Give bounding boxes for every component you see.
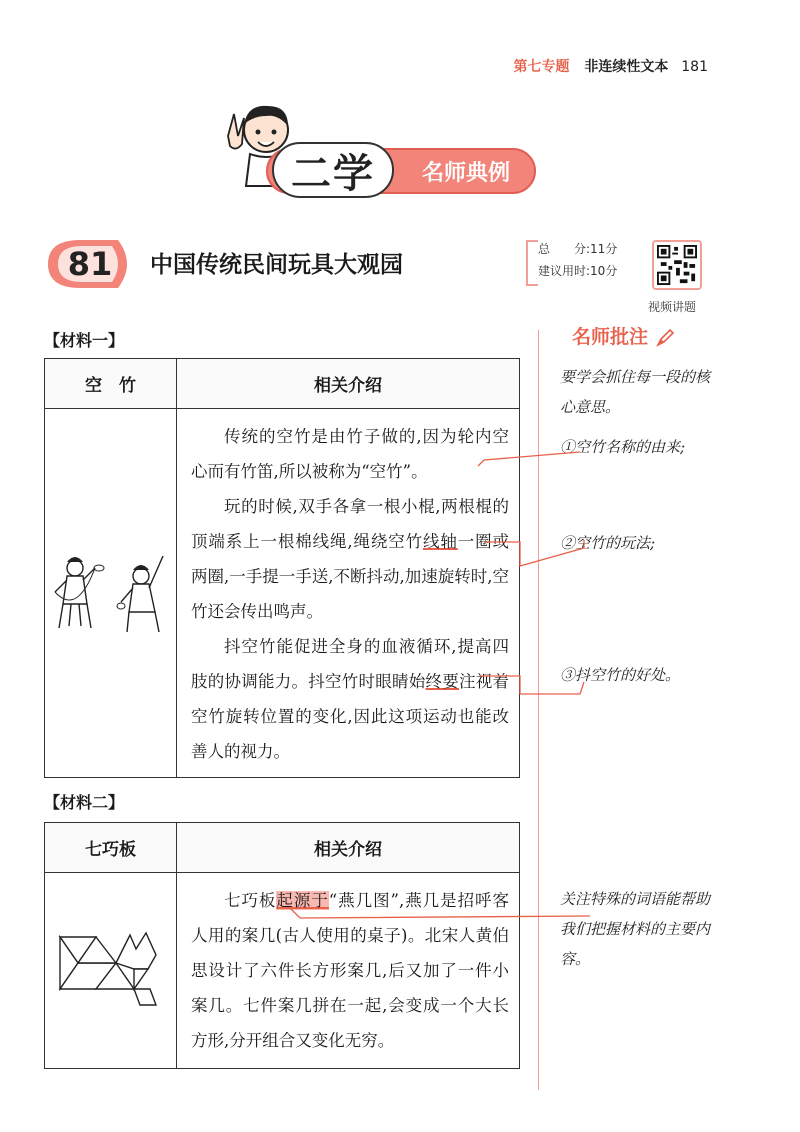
material-1-label: 【材料一】 — [44, 331, 125, 350]
annotation-4: 关注特殊的词语能帮助我们把握材料的主要内容。 — [560, 890, 711, 968]
material-1-paragraph-1: 传统的空竹是由竹子做的,因为轮内空心而有竹笛,所以被称为“空竹”。 — [191, 427, 509, 481]
tangram-cat-icon — [56, 929, 166, 1009]
material-2-header-right: 相关介绍 — [177, 823, 520, 873]
material-2-p1-c: “燕几图”,燕几是招呼客人用的案几(古人使用的桌子)。北宋人黄伯思设计了六件长方形案几,后又加了一件小案几。七件案几拼在一起,会变成一个大长方形,分开组合又变化无穷。 — [191, 891, 510, 1050]
banner-label: 名师典例 — [421, 160, 510, 186]
qr-caption: 视频讲题 — [648, 300, 697, 314]
material-2-p1-highlight: 起源于 — [276, 891, 329, 910]
lesson-title: 中国传统民间玩具大观园 — [150, 251, 403, 278]
score-box — [526, 238, 646, 286]
annotation-1: ①空竹名称的由来; — [560, 438, 686, 456]
header-topic: 第七专题 — [513, 59, 570, 75]
material-1-p2-a: 玩的时候,双手各拿一根小棍,两根棍的顶端系上一根棉线绳,绳绕空竹 — [191, 497, 509, 551]
annotation-heading-text: 名师批注 — [572, 326, 649, 348]
material-2-illustration-cell — [45, 873, 177, 1069]
material-1-p3-a: 抖空竹能促进全身的血液循环,提高四肢的协调能力。抖空竹时眼睛始 — [191, 637, 509, 691]
annotation-rule — [538, 330, 539, 1090]
annotation-heading — [572, 322, 675, 349]
material-1-paragraph-3 — [191, 629, 509, 769]
header-title: 非连续性文本 — [584, 59, 669, 75]
material-2-table — [44, 822, 520, 1069]
banner-step: 二学 — [272, 142, 394, 198]
pen-icon — [655, 328, 675, 348]
material-1-text-cell — [177, 409, 520, 778]
material-1-p3-c: 注视着空竹旋转位置的变化,因此这项运动也能改善人的视力。 — [191, 672, 509, 761]
material-2-paragraph-1 — [191, 883, 509, 1058]
annotation-intro: 要学会抓住每一段的核心意思。 — [560, 368, 711, 416]
suggested-time: 建议用时:10分 — [538, 264, 618, 278]
material-1-p2-c: 一圈或两圈,一手提一手送,不断抖动,加速旋转时,空竹还会传出鸣声。 — [191, 532, 509, 621]
material-1-header-left: 空 竹 — [45, 359, 177, 409]
section-banner — [218, 96, 538, 206]
qr-code[interactable] — [652, 240, 702, 290]
material-1-header-right: 相关介绍 — [177, 359, 520, 409]
material-2-label: 【材料二】 — [44, 793, 125, 812]
material-1-paragraph-2 — [191, 489, 509, 629]
material-1-p3-marked: 终要 — [425, 672, 459, 691]
material-2-header-left: 七巧板 — [45, 823, 177, 873]
material-1-table — [44, 358, 520, 778]
material-2-p1-a: 七巧板 — [224, 891, 277, 910]
material-2-text-cell — [177, 873, 520, 1069]
annotation-2: ②空竹的玩法; — [560, 534, 656, 552]
material-1-illustration-cell — [45, 409, 177, 778]
running-header — [514, 56, 708, 76]
qr-code-icon — [657, 245, 697, 285]
annotation-3: ③抖空竹的好处。 — [560, 666, 681, 684]
material-1-p2-marked: 线轴 — [423, 532, 458, 551]
page-number: 181 — [681, 59, 708, 75]
lesson-number: 81 — [67, 245, 113, 283]
children-playing-diabolo-icon — [49, 546, 173, 636]
total-score: 总 分:11分 — [538, 242, 618, 256]
